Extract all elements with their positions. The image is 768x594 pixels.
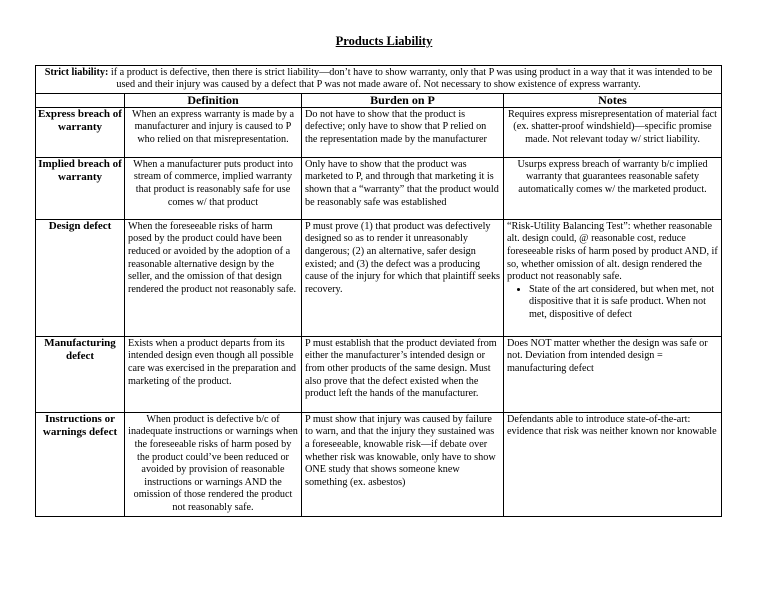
burden-cell: Do not have to show that the product is defective; only have to show that P relied on the representation made by the manufacturer xyxy=(302,107,504,157)
header-burden: Burden on P xyxy=(302,93,504,107)
table-row xyxy=(36,107,722,157)
burden-cell: Only have to show that the product was marketed to P, and through that marketing it is shown that a “warranty” that the product would be reasonably safe was established xyxy=(302,157,504,219)
notes-cell: Does NOT matter whether the design was safe or not. Deviation from intended design = manufacturing defect xyxy=(504,336,722,412)
header-row xyxy=(36,93,722,107)
row-label-warnings: Instructions or warnings defect xyxy=(36,412,125,516)
notes-text: “Risk-Utility Balancing Test”: whether reasonable alt. design could, @ reasonable cost, reduce foreseeable risks of harm posed by product AND, if so, whether omission of alt. design rendered the product not reasonably safe. xyxy=(507,220,718,283)
notes-cell: Usurps express breach of warranty b/c implied warranty that guarantees reasonable safety automatically comes w/ the marketed product. xyxy=(504,157,722,219)
definition-cell: Exists when a product departs from its intended design even though all possible care was exercised in the preparation and marketing of the product. xyxy=(125,336,302,412)
intro-row xyxy=(36,66,722,94)
definition-cell: When a manufacturer puts product into stream of commerce, implied warranty that product is reasonably safe for use comes w/ that product xyxy=(125,157,302,219)
intro-text: if a product is defective, then there is strict liability—don’t have to show warranty, only that P was using product in a way that it was intended to be used and their injury was caused by a defect that P was not made aware of. Not necessary to show existence of express warranty. xyxy=(108,67,713,91)
notes-cell xyxy=(504,219,722,336)
row-label-manufacturing: Manufacturing defect xyxy=(36,336,125,412)
definition-cell: When product is defective b/c of inadequate instructions or warnings when the foreseeable risks of harm posed by the product could’ve been reduced or avoided by provision of reasonable instructions or warnings AND the omission of those rendered the product not reasonably safe. xyxy=(125,412,302,516)
row-label-express: Express breach of warranty xyxy=(36,107,125,157)
burden-cell: P must establish that the product deviated from either the manufacturer’s intended design or from other products of the same design. Must also prove that the defect existed when the product left the hands of the manufacturer. xyxy=(302,336,504,412)
burden-cell: P must prove (1) that product was defectively designed so as to render it unreasonably dangerous; (2) an alternative, safer design existed; and (3) the defect was a producing cause of the injury for which that plaintiff seeks recovery. xyxy=(302,219,504,336)
definition-cell: When an express warranty is made by a manufacturer and injury is caused to P who relied on that misrepresentation. xyxy=(125,107,302,157)
header-blank xyxy=(36,93,125,107)
header-notes: Notes xyxy=(504,93,722,107)
row-label-design: Design defect xyxy=(36,219,125,336)
products-liability-table xyxy=(35,65,722,517)
intro-label: Strict liability: xyxy=(44,67,109,78)
notes-list xyxy=(507,284,718,322)
strict-liability-intro xyxy=(36,66,722,94)
notes-bullet: • State of the art considered, but when met, not dispositive that it is safe product. When not met, dispositive of defect xyxy=(529,284,718,322)
notes-cell: Requires express misrepresentation of material fact (ex. shatter-proof windshield)—specific promise made. Not relevant today w/ strict liability. xyxy=(504,107,722,157)
notes-cell: Defendants able to introduce state-of-the-art: evidence that risk was neither known nor knowable xyxy=(504,412,722,516)
table-row xyxy=(36,219,722,336)
page-title: Products Liability xyxy=(335,34,433,48)
header-definition: Definition xyxy=(125,93,302,107)
definition-cell: When the foreseeable risks of harm posed by the product could have been reduced or avoided by the adoption of a reasonable alternative design by the seller, and the omission of that design rendered the product not reasonably safe. xyxy=(125,219,302,336)
table-row xyxy=(36,412,722,516)
table-row xyxy=(36,336,722,412)
table-row xyxy=(36,157,722,219)
row-label-implied: Implied breach of warranty xyxy=(36,157,125,219)
burden-cell: P must show that injury was caused by failure to warn, and that the injury they sustained was a foreseeable, knowable risk—if debate over whether risk was knowable, only have to show ONE study that shows someone knew something (ex. asbestos) xyxy=(302,412,504,516)
